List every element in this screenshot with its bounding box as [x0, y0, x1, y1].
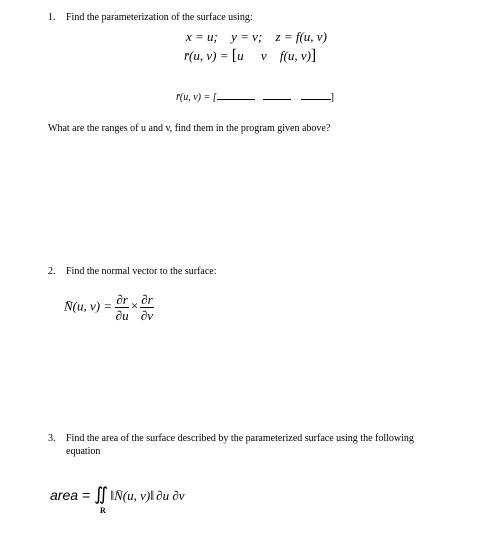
component-f: f(u, v) — [279, 48, 311, 63]
answer-close-bracket: ] — [330, 92, 334, 103]
parameter-equations — [186, 29, 327, 45]
differentials: ∂u ∂v — [156, 488, 185, 503]
question-2-number: 2. — [48, 266, 56, 277]
double-integral: ∬ R — [93, 484, 109, 515]
vector-function-equation — [184, 47, 316, 65]
question-2-text: Find the normal vector to the surface: — [66, 266, 217, 277]
question-1-number: 1. — [48, 12, 56, 23]
component-u: u — [237, 48, 244, 63]
area-lhs: area = — [50, 487, 94, 503]
cross-product-symbol: × — [130, 298, 139, 314]
partial-r-over-partial-u: $\frac{\partial r}{\partial u}$ — [115, 292, 129, 323]
question-3 — [48, 433, 414, 444]
normal-vector-formula — [64, 293, 154, 322]
question-1 — [48, 12, 253, 23]
norm-close: ‖ — [150, 489, 155, 504]
x-equation: x = u; — [186, 29, 218, 44]
question-1-ranges: What are the ranges of u and v, find them in the program given above? — [48, 123, 331, 134]
normal-vector-lhs: N̄(u, v) = — [64, 298, 116, 314]
question-3-text: Find the area of the surface described by the parameterized surface using the following — [66, 433, 414, 444]
answer-lhs: r̄(u, v) = [ — [176, 92, 217, 103]
partial-r-over-partial-v: $\frac{\partial r}{\partial v}$ — [140, 292, 154, 323]
question-2 — [48, 266, 217, 277]
question-3-text-continued: equation — [66, 446, 101, 457]
answer-template — [176, 90, 334, 103]
answer-blank-3 — [301, 90, 331, 100]
vector-function-lhs: r̄(u, v) = — [184, 48, 232, 63]
z-equation: z = f(u, v) — [275, 29, 327, 44]
left-bracket: [ — [231, 47, 238, 64]
surface-area-formula — [50, 484, 185, 515]
component-v: v — [260, 48, 267, 63]
y-equation: y = v; — [231, 29, 263, 44]
answer-blank-1 — [217, 90, 255, 100]
right-bracket: ] — [310, 47, 317, 64]
integration-region: R — [99, 506, 106, 515]
question-1-text: Find the parameterization of the surface using: — [66, 12, 253, 23]
answer-blank-2 — [263, 90, 291, 100]
question-3-number: 3. — [48, 433, 56, 444]
norm-open: ‖ — [110, 489, 115, 504]
normal-vector-integrand: N̄(u, v) — [114, 488, 151, 503]
